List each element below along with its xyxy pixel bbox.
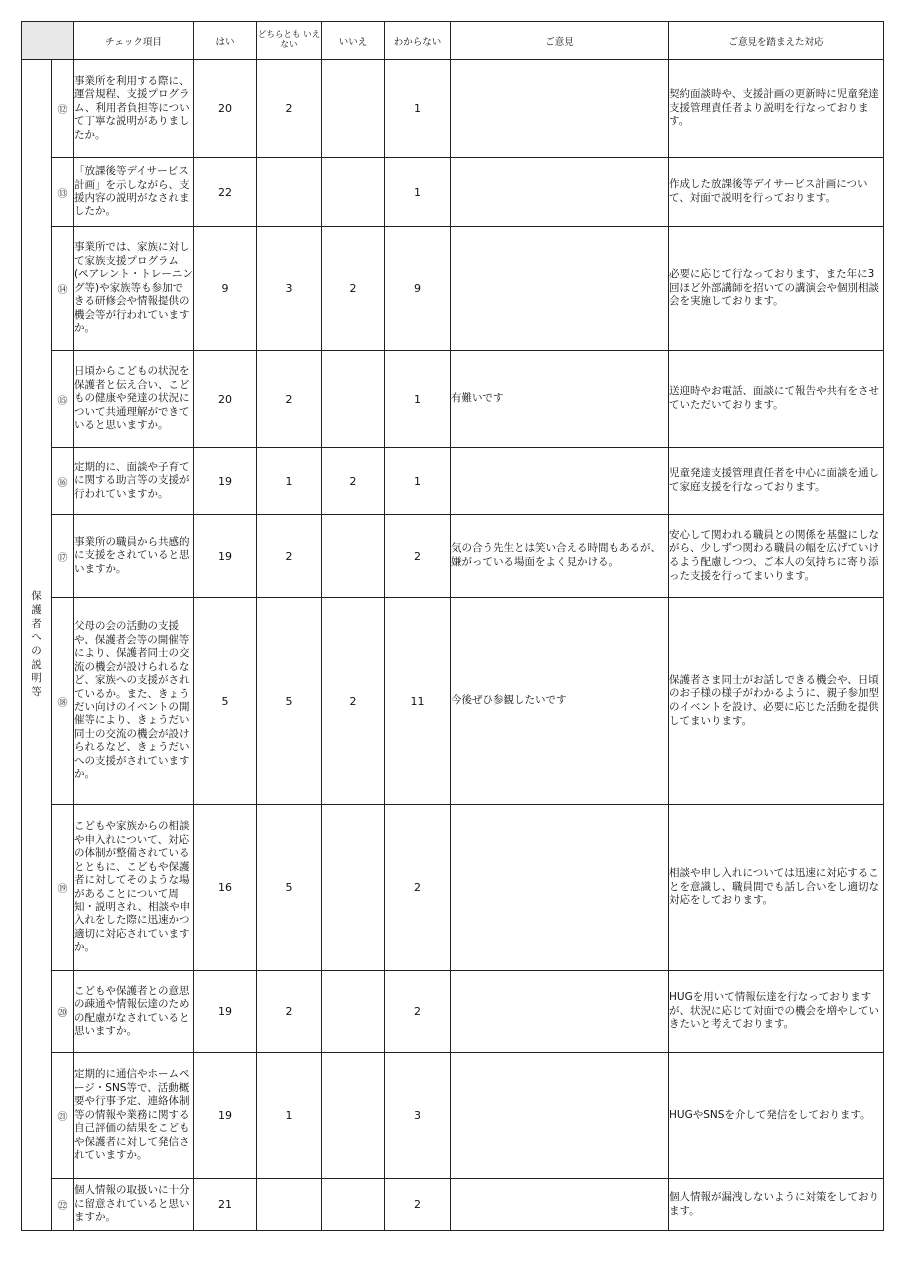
header-neutral: どちらとも いえない: [257, 22, 322, 60]
row-number: ⑫: [52, 60, 74, 158]
header-response: ご意見を踏まえた対応: [669, 22, 884, 60]
opinion-text: [451, 448, 669, 515]
response-text: HUGやSNSを介して発信をしております。: [669, 1053, 884, 1179]
count-neutral: 1: [257, 448, 322, 515]
opinion-text: [451, 1053, 669, 1179]
row-number: ⑳: [52, 971, 74, 1053]
row-number: ⑭: [52, 227, 74, 351]
count-unknown: 1: [385, 448, 451, 515]
opinion-text: [451, 971, 669, 1053]
table-row: [22, 971, 884, 1053]
response-text: 保護者さま同士がお話しできる機会や、日頃のお子様の様子がわかるように、親子参加型のイベントを設け、必要に応じた活動を提供してまいります。: [669, 598, 884, 805]
count-unknown: 2: [385, 971, 451, 1053]
count-unknown: 2: [385, 515, 451, 598]
count-neutral: 2: [257, 971, 322, 1053]
count-no: [322, 60, 385, 158]
table-row: [22, 598, 884, 805]
row-number: ⑲: [52, 805, 74, 971]
count-yes: 20: [194, 351, 257, 448]
count-unknown: 9: [385, 227, 451, 351]
response-text: 契約面談時や、支援計画の更新時に児童発達支援管理責任者より説明を行なっております。: [669, 60, 884, 158]
response-text: 送迎時やお電話、面談にて報告や共有をさせていただいております。: [669, 351, 884, 448]
count-unknown: 2: [385, 805, 451, 971]
section-label-cell: [22, 60, 52, 1231]
question-text: 事業所では、家族に対して家族支援プログラム(ペアレント・トレーニング等)や家族等も参加できる研修会や情報提供の機会等が行われていますか。: [74, 227, 194, 351]
survey-table: [21, 21, 884, 1231]
count-neutral: 2: [257, 60, 322, 158]
count-yes: 19: [194, 515, 257, 598]
row-number: ㉑: [52, 1053, 74, 1179]
count-neutral: 1: [257, 1053, 322, 1179]
row-number: ⑰: [52, 515, 74, 598]
count-yes: 16: [194, 805, 257, 971]
count-unknown: 1: [385, 351, 451, 448]
question-text: 事業所を利用する際に、運営規程、支援プログラム、利用者負担等について丁寧な説明がありましたか。: [74, 60, 194, 158]
opinion-text: [451, 805, 669, 971]
opinion-text: [451, 60, 669, 158]
response-text: HUGを用いて情報伝達を行なっておりますが、状況に応じて対面での機会を増やしていきたいと考えております。: [669, 971, 884, 1053]
row-number: ⑱: [52, 598, 74, 805]
count-unknown: 1: [385, 158, 451, 227]
count-yes: 19: [194, 1053, 257, 1179]
row-number: ⑯: [52, 448, 74, 515]
table-row: [22, 1179, 884, 1231]
question-text: 日頃からこどもの状況を保護者と伝え合い、こどもの健康や発達の状況について共通理解ができていると思いますか。: [74, 351, 194, 448]
question-text: こどもや家族からの相談や申入れについて、対応の体制が整備されているとともに、こどもや保護者に対してそのような場があることについて周知・説明され、相談や申入れをした際に迅速かつ適切に対応されていますか。: [74, 805, 194, 971]
row-number: ㉒: [52, 1179, 74, 1231]
count-no: [322, 1053, 385, 1179]
table-row: [22, 515, 884, 598]
opinion-text: [451, 1179, 669, 1231]
count-yes: 19: [194, 971, 257, 1053]
question-text: 定期的に、面談や子育てに関する助言等の支援が行われていますか。: [74, 448, 194, 515]
count-neutral: 2: [257, 515, 322, 598]
response-text: 必要に応じて行なっております、また年に3回ほど外部講師を招いての講演会や個別相談会を実施しております。: [669, 227, 884, 351]
count-neutral: 3: [257, 227, 322, 351]
count-no: 2: [322, 598, 385, 805]
question-text: 事業所の職員から共感的に支援をされていると思いますか。: [74, 515, 194, 598]
header-row: [22, 22, 884, 60]
header-yes: はい: [194, 22, 257, 60]
count-yes: 22: [194, 158, 257, 227]
table-row: [22, 158, 884, 227]
table-row: [22, 805, 884, 971]
header-no: いいえ: [322, 22, 385, 60]
response-text: 作成した放課後等デイサービス計画について、対面で説明を行っております。: [669, 158, 884, 227]
table-row: [22, 60, 884, 158]
count-no: [322, 351, 385, 448]
count-unknown: 2: [385, 1179, 451, 1231]
header-item: チェック項目: [74, 22, 194, 60]
count-yes: 20: [194, 60, 257, 158]
section-label: 保護者への説明等: [31, 590, 42, 698]
opinion-text: 今後ぜひ参観したいです: [451, 598, 669, 805]
question-text: こどもや保護者との意思の疎通や情報伝達のための配慮がなされていると思いますか。: [74, 971, 194, 1053]
count-no: 2: [322, 448, 385, 515]
count-no: 2: [322, 227, 385, 351]
question-text: 個人情報の取扱いに十分に留意されていると思いますか。: [74, 1179, 194, 1231]
opinion-text: [451, 158, 669, 227]
row-number: ⑬: [52, 158, 74, 227]
count-neutral: 5: [257, 805, 322, 971]
count-neutral: [257, 1179, 322, 1231]
opinion-text: 気の合う先生とは笑い合える時間もあるが、嫌がっている場面をよく見かける。: [451, 515, 669, 598]
response-text: 安心して関われる職員との関係を基盤にしながら、少しずつ関わる職員の幅を広げていけるよう配慮しつつ、ご本人の気持ちに寄り添った支援を行ってまいります。: [669, 515, 884, 598]
count-neutral: [257, 158, 322, 227]
count-neutral: 5: [257, 598, 322, 805]
table-row: [22, 1053, 884, 1179]
count-no: [322, 805, 385, 971]
count-no: [322, 971, 385, 1053]
count-no: [322, 515, 385, 598]
opinion-text: [451, 227, 669, 351]
table-row: [22, 227, 884, 351]
row-number: ⑮: [52, 351, 74, 448]
table-row: [22, 448, 884, 515]
header-opinion: ご意見: [451, 22, 669, 60]
table-row: [22, 351, 884, 448]
count-no: [322, 158, 385, 227]
response-text: 個人情報が漏洩しないように対策をしております。: [669, 1179, 884, 1231]
count-unknown: 11: [385, 598, 451, 805]
opinion-text: 有難いです: [451, 351, 669, 448]
count-yes: 9: [194, 227, 257, 351]
response-text: 児童発達支援管理責任者を中心に面談を通して家庭支援を行なっております。: [669, 448, 884, 515]
question-text: 父母の会の活動の支援や、保護者会等の開催等により、保護者同士の交流の機会が設けられるなど、家族への支援がされているか。また、きょうだい向けのイベントの開催等により、きょうだい同士の交流の機会が設けられるなど、きょうだいへの支援がされていますか。: [74, 598, 194, 805]
question-text: 「放課後等デイサービス計画」を示しながら、支援内容の説明がなされましたか。: [74, 158, 194, 227]
count-yes: 19: [194, 448, 257, 515]
count-neutral: 2: [257, 351, 322, 448]
header-unknown: わからない: [385, 22, 451, 60]
header-blank-cell: [22, 22, 74, 60]
count-unknown: 3: [385, 1053, 451, 1179]
count-yes: 5: [194, 598, 257, 805]
count-unknown: 1: [385, 60, 451, 158]
count-yes: 21: [194, 1179, 257, 1231]
question-text: 定期的に通信やホームページ・SNS等で、活動概要や行事予定、連絡体制等の情報や業務に関する自己評価の結果をこどもや保護者に対して発信されていますか。: [74, 1053, 194, 1179]
count-no: [322, 1179, 385, 1231]
response-text: 相談や申し入れについては迅速に対応することを意識し、職員間でも話し合いをし適切な対応をしております。: [669, 805, 884, 971]
